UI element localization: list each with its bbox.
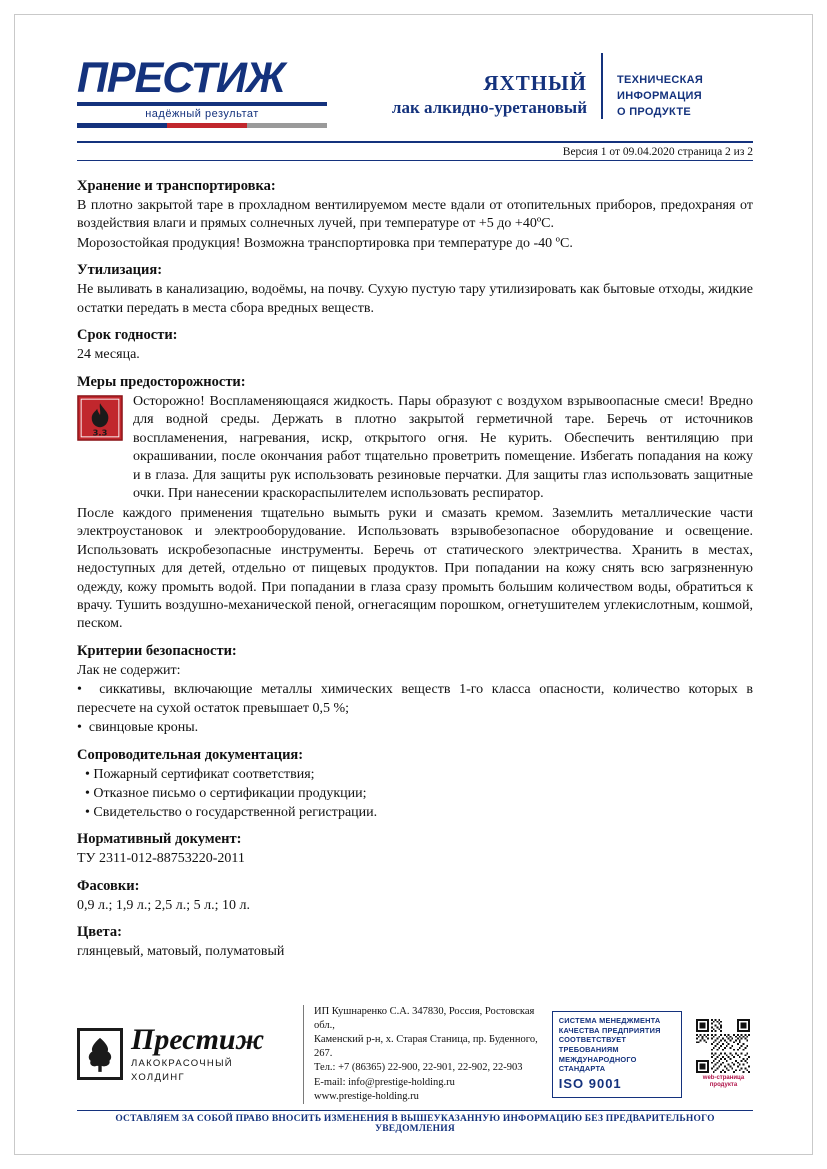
svg-text:3.3: 3.3 [92,427,108,438]
doc-type-line-2: ИНФОРМАЦИЯ [617,89,702,102]
doc-type-block [603,53,753,121]
footer-website[interactable]: www.prestige-holding.ru [314,1090,419,1102]
footer-main-row [77,1005,753,1104]
documentation-list-item: • Пожарный сертификат соответствия; [85,766,753,785]
brand-logo-tagline: надёжный результат [145,108,259,120]
safety-criteria-item-2: • свинцовые кроны. [77,720,199,736]
flammable-hazard-icon [77,395,123,441]
brand-logo-colorbar [77,123,327,128]
section-heading-disposal: Утилизация: [77,262,163,279]
brand-logo-wordmark: ПРЕСТИЖ [77,54,285,102]
footer-brand-sub: ЛАКОКРАСОЧНЫЙ [131,1058,233,1070]
document-header [77,53,753,139]
colors-value: глянцевый, матовый, полуматовый [77,944,285,960]
storage-paragraph-1: В плотно закрытой таре в прохладном вентилируемом месте вдали от отопительных приборов, предохраняя от воздействия влаги и прямых солнечных лучей, при температуре от +5 до +40ºС. [77,198,753,232]
footer-brand-logo [77,1025,291,1083]
doc-type-line-3: О ПРОДУКТЕ [617,105,691,118]
packaging-value: 0,9 л.; 1,9 л.; 2,5 л.; 5 л.; 10 л. [77,897,250,913]
shelf-life-value: 24 месяца. [77,347,140,363]
iso-line-3: СООТВЕТСТВУЕТ ТРЕБОВАНИЯМ [558,1035,627,1054]
footer-brand-name: Престиж [131,1023,265,1057]
disposal-paragraph-1: Не выливать в канализацию, водоёмы, на почву. Сухую пустую тару утилизировать как бытовые отходы, жидкие остатки передать в места сбора вредных веществ. [77,282,753,316]
standard-value: ТУ 2311-012-88753220-2011 [77,851,245,867]
section-heading-shelf-life: Срок годности: [77,327,178,344]
section-heading-standard: Нормативный документ: [77,831,242,848]
safety-criteria-item-1-text: сиккативы, включающие металлы химических веществ 1-го класса опасности, количество которых в пересчете на сухой остаток превышает 0,5 %; [77,682,753,716]
document-page [14,14,813,1155]
iso-line-4: МЕЖДУНАРОДНОГО СТАНДАРТА [558,1054,637,1074]
doc-type-line-1: ТЕХНИЧЕСКАЯ [617,74,704,86]
footer-email[interactable]: E-mail: info@prestige-holding.ru [314,1076,455,1088]
brand-logo-rule [77,102,327,106]
documentation-list [77,766,753,823]
precautions-text [133,393,753,505]
section-heading-packaging: Фасовки: [77,877,140,894]
footer-phone: Тел.: +7 (86365) 22-900, 22-901, 22-902, 22-903 [314,1062,523,1074]
footer-brand-sub2: ХОЛДИНГ [131,1072,185,1084]
tree-emblem-icon [77,1028,123,1080]
iso-line-1: СИСТЕМА МЕНЕДЖМЕНТА [558,1016,661,1026]
qr-code-block[interactable] [694,1019,753,1090]
precautions-paragraph-1: Осторожно! Воспламеняющаяся жидкость. Пары образуют с воздухом взрывоопасные смеси! Вредно для водной среды. Держать в плотно закрытой герметичной таре. Беречь от источников воспламенения, нагревания, искр, открытого огня. Не курить. Обеспечить вентиляцию при окрашивании, после окончания работ тщательно проветрить помещение. Избегать попадания на кожу и в глаза. Для защиты рук использовать резиновые перчатки. Для защиты глаз использовать защитные очки. При нанесении краскораспылителем использовать респиратор. [133,393,753,502]
product-subtitle: лак алкидно-уретановый [391,98,587,118]
brand-logo [77,53,327,128]
page-content [77,53,753,963]
safety-criteria-intro: Лак не содержит: [77,662,181,678]
document-footer [77,1005,753,1134]
iso-standard-name: ISO 9001 [558,1075,622,1091]
section-heading-documentation: Сопроводительная документация: [77,746,304,763]
section-heading-colors: Цвета: [77,924,122,941]
iso-line-2: КАЧЕСТВА ПРЕДПРИЯТИЯ [558,1025,661,1035]
footer-address-line: ИП Кушнаренко С.А. 347830, Россия, Ростовская обл., [314,1005,535,1031]
section-heading-storage: Хранение и транспортировка: [77,178,276,194]
documentation-list-item: • Свидетельство о государственной регистрации. [85,804,753,823]
qr-code-caption: web-страница продукта [702,1074,745,1089]
version-line: Версия 1 от 09.04.2020 страница 2 из 2 [562,146,753,158]
documentation-list-item: • Отказное письмо о сертификации продукции; [85,785,753,804]
product-title-block [327,53,603,119]
footer-brand-text [131,1025,264,1083]
iso-certification-badge [552,1011,682,1098]
precautions-block [77,393,753,505]
section-heading-safety-criteria: Критерии безопасности: [77,642,237,659]
section-heading-precautions: Меры предосторожности: [77,373,246,390]
document-body [77,161,753,962]
footer-address-line: Каменский р-н, х. Старая Станица, пр. Буденного, 267. [314,1034,538,1060]
qr-code-icon[interactable] [696,1019,750,1073]
precautions-paragraph-2: После каждого применения тщательно вымыть руки и смазать кремом. Заземлить металлические части электроустановок и электрооборудование. Использовать взрывобезопасное оборудование и освещение. Использовать искробезопасные инструменты. Беречь от статического электричества. Хранить в местах, недоступных для детей, отдельно от пищевых продуктов. При попадании на кожу снять всю загрязненную одежду, кожу промыть водой. При попадании в глаза сразу промыть большим количеством воды, обратиться к врачу. Тушить воздушно-механической пеной, огнегасящим порошком, огнетушителем углекислотным, кошмой, песком. [77,505,753,632]
safety-criteria-item-1: • сиккативы, включающие металлы химических веществ 1-го класса опасности, количество которых в пересчете на сухой остаток превышает 0,5 %; [77,682,753,716]
storage-paragraph-2: Морозостойкая продукция! Возможна транспортировка при температуре до -40 ºС. [77,235,573,251]
footer-address [303,1005,540,1104]
product-title: ЯХТНЫЙ [483,71,587,95]
footer-disclaimer: ОСТАВЛЯЕМ ЗА СОБОЙ ПРАВО ВНОСИТЬ ИЗМЕНЕНИЯ В ВЫШЕУКАЗАННУЮ ИНФОРМАЦИЮ БЕЗ ПРЕДВАРИТЕЛЬНОГО УВЕДОМЛЕНИЯ [115,1114,715,1134]
safety-criteria-item-2-text: свинцовые кроны. [88,720,199,736]
